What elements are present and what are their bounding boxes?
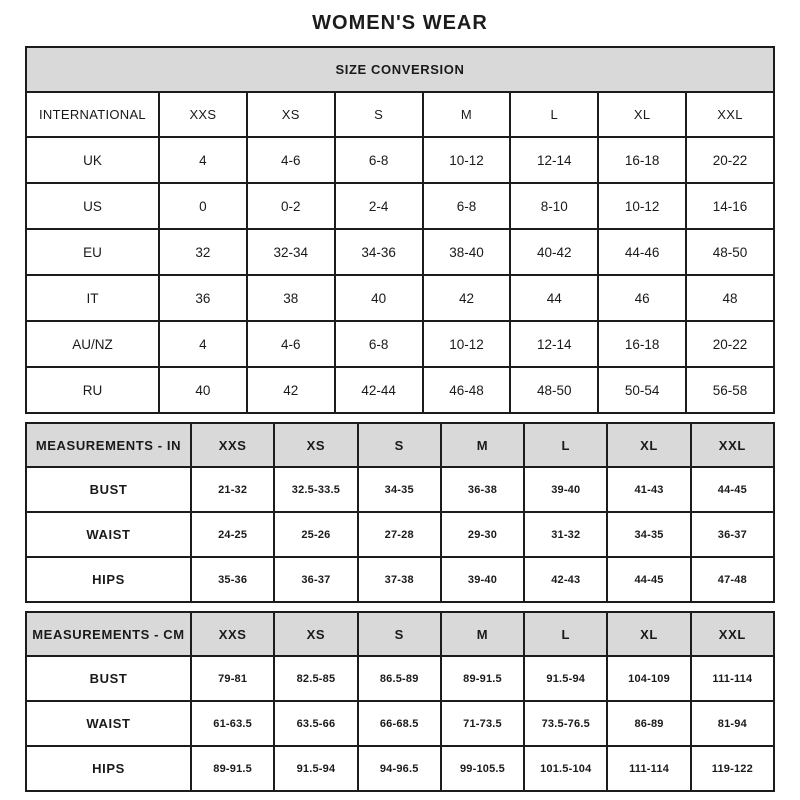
row-label-eu: EU bbox=[26, 229, 159, 275]
measure-cell: 36-37 bbox=[691, 512, 774, 557]
measure-cell: 32.5-33.5 bbox=[274, 467, 357, 512]
measure-cell: 42-43 bbox=[524, 557, 607, 602]
size-cell: 2-4 bbox=[335, 183, 423, 229]
measure-cell: 44-45 bbox=[607, 557, 690, 602]
col-header-xl: XL bbox=[607, 612, 690, 656]
measure-cell: 99-105.5 bbox=[441, 746, 524, 791]
size-cell: 10-12 bbox=[598, 183, 686, 229]
size-cell: 14-16 bbox=[686, 183, 774, 229]
size-conversion-table bbox=[25, 46, 775, 414]
table-row-uk bbox=[26, 137, 774, 183]
row-label-waist: WAIST bbox=[26, 701, 191, 746]
col-header-xs: XS bbox=[274, 423, 357, 467]
col-header-l: L bbox=[524, 612, 607, 656]
measure-cell: 89-91.5 bbox=[191, 746, 274, 791]
measure-cell: 34-35 bbox=[358, 467, 441, 512]
size-cell: 32 bbox=[159, 229, 247, 275]
table-row-waist-in bbox=[26, 512, 774, 557]
size-cell: 6-8 bbox=[423, 183, 511, 229]
size-cell: 10-12 bbox=[423, 137, 511, 183]
row-label-bust: BUST bbox=[26, 467, 191, 512]
size-cell: 32-34 bbox=[247, 229, 335, 275]
size-cell: 12-14 bbox=[510, 321, 598, 367]
row-label-it: IT bbox=[26, 275, 159, 321]
size-cell: 48-50 bbox=[510, 367, 598, 413]
measure-cell: 111-114 bbox=[691, 656, 774, 701]
measure-cell: 119-122 bbox=[691, 746, 774, 791]
size-conversion-banner: SIZE CONVERSION bbox=[26, 47, 774, 92]
size-cell: 34-36 bbox=[335, 229, 423, 275]
size-cell: 0-2 bbox=[247, 183, 335, 229]
table-row-aunz bbox=[26, 321, 774, 367]
measure-cell: 86-89 bbox=[607, 701, 690, 746]
row-label-ru: RU bbox=[26, 367, 159, 413]
col-header-m: M bbox=[423, 92, 511, 137]
size-cell: 48-50 bbox=[686, 229, 774, 275]
row-label-bust: BUST bbox=[26, 656, 191, 701]
size-cell: 46 bbox=[598, 275, 686, 321]
measure-cell: 36-37 bbox=[274, 557, 357, 602]
measure-cell: 29-30 bbox=[441, 512, 524, 557]
table-row-eu bbox=[26, 229, 774, 275]
measure-cell: 34-35 bbox=[607, 512, 690, 557]
measurements-in-table bbox=[25, 422, 775, 603]
col-header-s: S bbox=[358, 612, 441, 656]
size-cell: 42-44 bbox=[335, 367, 423, 413]
col-header-xs: XS bbox=[247, 92, 335, 137]
table-row-bust-cm bbox=[26, 656, 774, 701]
table-row-hips-in bbox=[26, 557, 774, 602]
measure-cell: 31-32 bbox=[524, 512, 607, 557]
size-cell: 8-10 bbox=[510, 183, 598, 229]
col-header-xxs: XXS bbox=[159, 92, 247, 137]
measure-cell: 101.5-104 bbox=[524, 746, 607, 791]
measure-cell: 39-40 bbox=[441, 557, 524, 602]
col-header-xxl: XXL bbox=[691, 423, 774, 467]
measure-cell: 66-68.5 bbox=[358, 701, 441, 746]
measure-cell: 91.5-94 bbox=[524, 656, 607, 701]
measurements-cm-header-row bbox=[26, 612, 774, 656]
measure-cell: 94-96.5 bbox=[358, 746, 441, 791]
measure-cell: 111-114 bbox=[607, 746, 690, 791]
size-cell: 4 bbox=[159, 321, 247, 367]
size-cell: 42 bbox=[423, 275, 511, 321]
size-cell: 40 bbox=[159, 367, 247, 413]
measure-cell: 104-109 bbox=[607, 656, 690, 701]
size-cell: 42 bbox=[247, 367, 335, 413]
size-conversion-header-row bbox=[26, 92, 774, 137]
measure-cell: 39-40 bbox=[524, 467, 607, 512]
col-header-l: L bbox=[510, 92, 598, 137]
size-cell: 36 bbox=[159, 275, 247, 321]
measure-cell: 73.5-76.5 bbox=[524, 701, 607, 746]
size-cell: 4-6 bbox=[247, 137, 335, 183]
size-cell: 38-40 bbox=[423, 229, 511, 275]
col-header-m: M bbox=[441, 423, 524, 467]
measure-cell: 79-81 bbox=[191, 656, 274, 701]
table-row-bust-in bbox=[26, 467, 774, 512]
measure-cell: 63.5-66 bbox=[274, 701, 357, 746]
size-conversion-banner-row bbox=[26, 47, 774, 92]
size-cell: 44-46 bbox=[598, 229, 686, 275]
measure-cell: 86.5-89 bbox=[358, 656, 441, 701]
size-cell: 40 bbox=[335, 275, 423, 321]
measure-cell: 27-28 bbox=[358, 512, 441, 557]
col-header-xl: XL bbox=[607, 423, 690, 467]
size-cell: 44 bbox=[510, 275, 598, 321]
measure-cell: 37-38 bbox=[358, 557, 441, 602]
measurements-in-header-row bbox=[26, 423, 774, 467]
measure-cell: 81-94 bbox=[691, 701, 774, 746]
measure-cell: 47-48 bbox=[691, 557, 774, 602]
size-cell: 48 bbox=[686, 275, 774, 321]
col-header-xl: XL bbox=[598, 92, 686, 137]
size-cell: 0 bbox=[159, 183, 247, 229]
size-cell: 6-8 bbox=[335, 321, 423, 367]
measure-cell: 61-63.5 bbox=[191, 701, 274, 746]
measurements-in-title: MEASUREMENTS - IN bbox=[26, 423, 191, 467]
measurements-cm-title: MEASUREMENTS - CM bbox=[26, 612, 191, 656]
row-label-aunz: AU/NZ bbox=[26, 321, 159, 367]
row-label-hips: HIPS bbox=[26, 746, 191, 791]
row-label-uk: UK bbox=[26, 137, 159, 183]
size-cell: 4 bbox=[159, 137, 247, 183]
col-header-xxs: XXS bbox=[191, 612, 274, 656]
size-cell: 20-22 bbox=[686, 321, 774, 367]
table-row-it bbox=[26, 275, 774, 321]
col-header-l: L bbox=[524, 423, 607, 467]
size-cell: 4-6 bbox=[247, 321, 335, 367]
col-header-s: S bbox=[358, 423, 441, 467]
measure-cell: 91.5-94 bbox=[274, 746, 357, 791]
row-label-hips: HIPS bbox=[26, 557, 191, 602]
row-label-waist: WAIST bbox=[26, 512, 191, 557]
table-row-hips-cm bbox=[26, 746, 774, 791]
measure-cell: 24-25 bbox=[191, 512, 274, 557]
col-header-xxs: XXS bbox=[191, 423, 274, 467]
size-cell: 38 bbox=[247, 275, 335, 321]
measure-cell: 44-45 bbox=[691, 467, 774, 512]
measure-cell: 25-26 bbox=[274, 512, 357, 557]
measure-cell: 36-38 bbox=[441, 467, 524, 512]
size-cell: 40-42 bbox=[510, 229, 598, 275]
col-header-m: M bbox=[441, 612, 524, 656]
measure-cell: 35-36 bbox=[191, 557, 274, 602]
measure-cell: 71-73.5 bbox=[441, 701, 524, 746]
table-row-us bbox=[26, 183, 774, 229]
size-cell: 56-58 bbox=[686, 367, 774, 413]
col-header-xxl: XXL bbox=[686, 92, 774, 137]
measure-cell: 82.5-85 bbox=[274, 656, 357, 701]
measurements-cm-table bbox=[25, 611, 775, 792]
size-cell: 20-22 bbox=[686, 137, 774, 183]
size-cell: 6-8 bbox=[335, 137, 423, 183]
measure-cell: 21-32 bbox=[191, 467, 274, 512]
size-cell: 16-18 bbox=[598, 137, 686, 183]
col-header-s: S bbox=[335, 92, 423, 137]
size-cell: 46-48 bbox=[423, 367, 511, 413]
table-row-waist-cm bbox=[26, 701, 774, 746]
page-title: WOMEN'S WEAR bbox=[312, 12, 488, 34]
size-cell: 12-14 bbox=[510, 137, 598, 183]
col-header-xs: XS bbox=[274, 612, 357, 656]
size-cell: 50-54 bbox=[598, 367, 686, 413]
col-header-international: INTERNATIONAL bbox=[26, 92, 159, 137]
row-label-us: US bbox=[26, 183, 159, 229]
size-cell: 10-12 bbox=[423, 321, 511, 367]
size-cell: 16-18 bbox=[598, 321, 686, 367]
measure-cell: 89-91.5 bbox=[441, 656, 524, 701]
col-header-xxl: XXL bbox=[691, 612, 774, 656]
measure-cell: 41-43 bbox=[607, 467, 690, 512]
table-row-ru bbox=[26, 367, 774, 413]
